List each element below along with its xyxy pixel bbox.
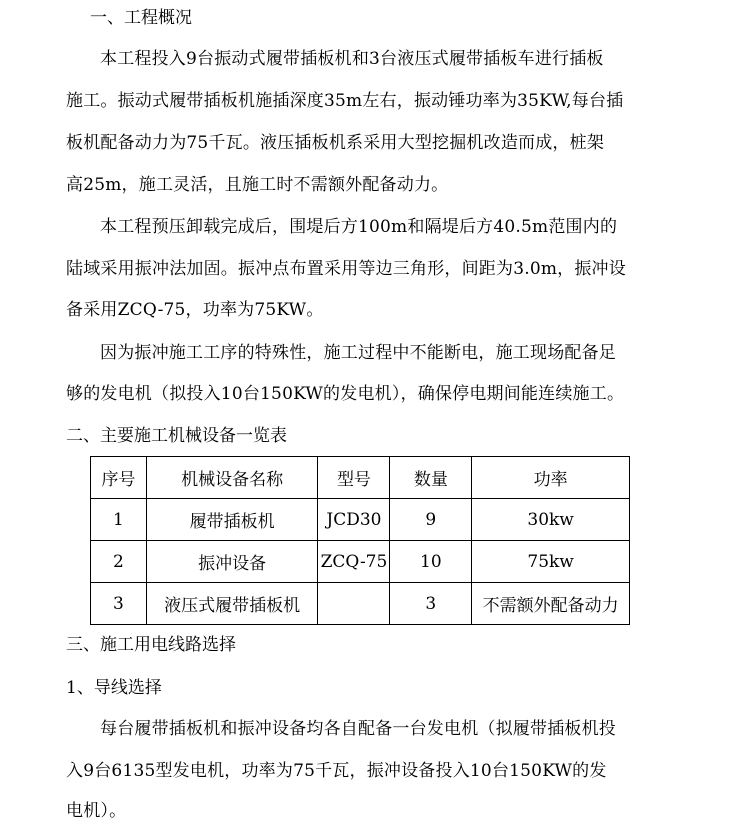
table-cell: 2 bbox=[91, 541, 147, 583]
s3-p1-line-3: 电机）。 bbox=[66, 801, 127, 821]
table-header-cell: 型号 bbox=[318, 457, 390, 499]
table-cell: 振冲设备 bbox=[146, 541, 318, 583]
section-2-heading: 二、主要施工机械设备一览表 bbox=[66, 426, 287, 446]
table-cell: ZCQ-75 bbox=[318, 541, 390, 583]
section-3-subheading-1: 1、导线选择 bbox=[66, 678, 162, 698]
s3-p1-line-1: 每台履带插板机和振冲设备均各自配备一台发电机（拟履带插板机投 bbox=[100, 719, 616, 739]
section-3-heading: 三、施工用电线路选择 bbox=[66, 635, 236, 655]
table-cell: 3 bbox=[390, 583, 472, 625]
table-header-cell: 序号 bbox=[91, 457, 147, 499]
table-row bbox=[91, 541, 630, 583]
table-cell: 10 bbox=[390, 541, 472, 583]
table-cell: 履带插板机 bbox=[146, 499, 318, 541]
table-header-cell: 功率 bbox=[472, 457, 630, 499]
table-cell: 1 bbox=[91, 499, 147, 541]
table-cell bbox=[318, 583, 390, 625]
table-row bbox=[91, 583, 630, 625]
table-cell: 75kw bbox=[472, 541, 630, 583]
table-cell: 9 bbox=[390, 499, 472, 541]
s1-p3-line-1: 因为振冲施工工序的特殊性，施工过程中不能断电，施工现场配备足 bbox=[100, 343, 616, 363]
s1-p1-line-2: 施工。振动式履带插板机施插深度35m左右，振动锤功率为35KW,每台插 bbox=[66, 91, 624, 111]
s1-p2-line-3: 备采用ZCQ-75，功率为75KW。 bbox=[66, 300, 324, 320]
table-header-cell: 机械设备名称 bbox=[146, 457, 318, 499]
s3-p1-line-2: 入9台6135型发电机，功率为75千瓦，振冲设备投入10台150KW的发 bbox=[66, 761, 607, 781]
s1-p1-line-1: 本工程投入9台振动式履带插板机和3台液压式履带插板车进行插板 bbox=[100, 49, 604, 69]
equipment-table bbox=[90, 456, 630, 625]
table-header-row bbox=[91, 457, 630, 499]
table-cell: JCD30 bbox=[318, 499, 390, 541]
table-cell: 液压式履带插板机 bbox=[146, 583, 318, 625]
table-cell: 30kw bbox=[472, 499, 630, 541]
s1-p3-line-2: 够的发电机（拟投入10台150KW的发电机），确保停电期间能连续施工。 bbox=[66, 384, 625, 404]
s1-p1-line-3: 板机配备动力为75千瓦。液压插板机系采用大型挖掘机改造而成，桩架 bbox=[66, 133, 605, 153]
section-1-heading: 一、工程概况 bbox=[90, 8, 192, 28]
table-cell: 不需额外配备动力 bbox=[472, 583, 630, 625]
table-row bbox=[91, 499, 630, 541]
table-header-cell: 数量 bbox=[390, 457, 472, 499]
s1-p2-line-1: 本工程预压卸载完成后，围堤后方100m和隔堤后方40.5m范围内的 bbox=[100, 217, 618, 237]
table-cell: 3 bbox=[91, 583, 147, 625]
s1-p2-line-2: 陆域采用振冲法加固。振冲点布置采用等边三角形，间距为3.0m，振冲设 bbox=[66, 259, 626, 279]
s1-p1-line-4: 高25m，施工灵活，且施工时不需额外配备动力。 bbox=[66, 175, 449, 195]
